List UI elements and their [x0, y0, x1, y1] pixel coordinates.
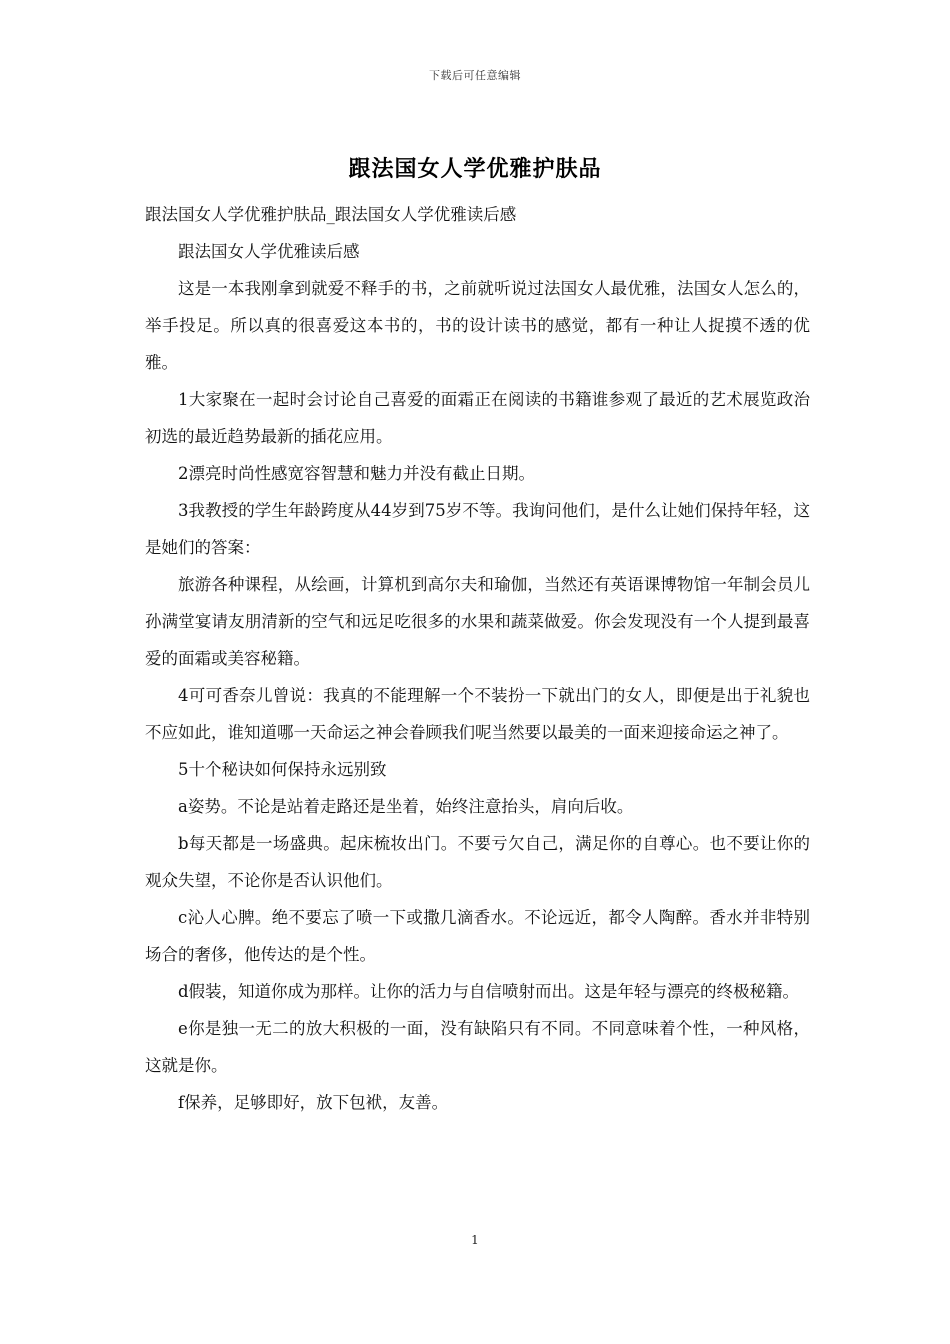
paragraph: b每天都是一场盛典。起床梳妆出门。不要亏欠自己，满足你的自尊心。也不要让你的观众失望，不论你是否认识他们。 [145, 834, 810, 890]
paragraph: 这是一本我刚拿到就爱不释手的书，之前就听说过法国女人最优雅，法国女人怎么的，举手投足。所以真的很喜爱这本书的，书的设计读书的感觉，都有一种让人捉摸不透的优雅。 [145, 279, 810, 372]
header-note: 下载后可任意编辑 [429, 69, 521, 82]
page-number: 1 [471, 1233, 479, 1247]
paragraph: a姿势。不论是站着走路还是坐着，始终注意抬头，肩向后收。 [178, 797, 634, 816]
paragraph: e你是独一无二的放大积极的一面，没有缺陷只有不同。不同意味着个性，一种风格，这就是你。 [145, 1019, 810, 1075]
paragraph: 旅游各种课程，从绘画，计算机到高尔夫和瑜伽，当然还有英语课博物馆一年制会员儿孙满堂宴请友朋清新的空气和远足吃很多的水果和蔬菜做爱。你会发现没有一个人提到最喜爱的面霜或美容秘籍。 [145, 575, 810, 668]
paragraph: 跟法国女人学优雅读后感 [178, 242, 360, 261]
document-body [145, 196, 810, 1121]
paragraph: 4可可香奈儿曾说：我真的不能理解一个不装扮一下就出门的女人，即便是出于礼貌也不应如此，谁知道哪一天命运之神会眷顾我们呢当然要以最美的一面来迎接命运之神了。 [145, 686, 810, 742]
paragraph: c沁人心脾。绝不要忘了喷一下或撒几滴香水。不论远近，都令人陶醉。香水并非特别场合的奢侈，他传达的是个性。 [145, 908, 810, 964]
paragraph: f保养，足够即好，放下包袱，友善。 [178, 1093, 449, 1112]
document-title: 跟法国女人学优雅护肤品 [348, 156, 602, 182]
paragraph: 5十个秘诀如何保持永远别致 [178, 760, 387, 779]
paragraph: d假装，知道你成为那样。让你的活力与自信喷射而出。这是年轻与漂亮的终极秘籍。 [178, 982, 800, 1001]
paragraph: 2漂亮时尚性感宽容智慧和魅力并没有截止日期。 [178, 464, 535, 483]
paragraph: 3我教授的学生年龄跨度从44岁到75岁不等。我询问他们，是什么让她们保持年轻，这是她们的答案： [145, 501, 810, 557]
paragraph: 跟法国女人学优雅护肤品_跟法国女人学优雅读后感 [145, 205, 517, 224]
paragraph: 1大家聚在一起时会讨论自己喜爱的面霜正在阅读的书籍谁参观了最近的艺术展览政治初选的最近趋势最新的插花应用。 [145, 390, 810, 446]
